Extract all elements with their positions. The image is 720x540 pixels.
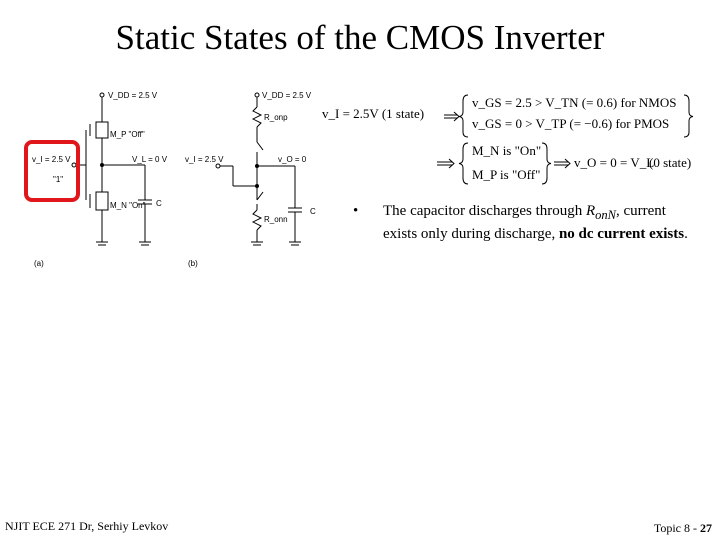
circuit-a-label: (a) xyxy=(34,259,44,268)
circuit-a-one-label: "1" xyxy=(53,175,64,184)
state-equations xyxy=(322,88,707,188)
footer-page-number: 27 xyxy=(700,521,712,535)
bullet-end: . xyxy=(684,226,688,242)
cmos-circuit-diagrams xyxy=(20,82,320,272)
eq-input-state: v_I = 2.5V (1 state) xyxy=(322,106,425,121)
circuit-a-vl-label: V_L = 0 V xyxy=(132,155,168,164)
bullet-ron: R xyxy=(585,203,596,219)
circuit-a-vdd-label: V_DD = 2.5 V xyxy=(108,91,158,100)
circuit-b-vdd-label: V_DD = 2.5 V xyxy=(262,91,312,100)
bullet-text-after: , current exists only during discharge, xyxy=(383,203,666,242)
slide-title: Static States of the CMOS Inverter xyxy=(115,18,605,57)
eq-pmos-vgs: v_GS = 0 > V_TP (= −0.6) for PMOS xyxy=(472,116,670,131)
footer-author: NJIT ECE 271 Dr, Serhiy Levkov xyxy=(5,519,169,533)
circuit-b-c-label: C xyxy=(310,207,316,216)
circuit-b-vi-label: v_I = 2.5 V xyxy=(185,155,224,164)
circuit-a-c-label: C xyxy=(156,199,162,208)
input-highlight-box xyxy=(26,142,78,200)
bullet-ron-sub: onN xyxy=(595,208,616,222)
eq-output-state: v_O = 0 = V_L xyxy=(574,155,655,170)
circuit-b-label: (b) xyxy=(188,259,198,268)
circuit-a-mn-label: M_N "On" xyxy=(110,201,146,210)
eq-nmos-vgs: v_GS = 2.5 > V_TN (= 0.6) for NMOS xyxy=(472,95,677,110)
bullet-marker: • xyxy=(353,203,359,219)
bullet-text xyxy=(383,202,703,244)
circuit-b-ronn-label: R_onn xyxy=(264,215,288,224)
eq-zero-state: (0 state) xyxy=(649,155,692,170)
footer-topic: Topic 8 - xyxy=(653,521,700,535)
eq-mp-off: M_P is "Off" xyxy=(472,167,541,182)
bullet-bold: no dc current exists xyxy=(558,226,685,242)
circuit-b-vo-label: v_O = 0 xyxy=(278,155,307,164)
circuit-b-ropp-label: R_onp xyxy=(264,113,288,122)
eq-mn-on: M_N is "On" xyxy=(472,143,542,158)
bullet-text-before: The capacitor discharges through xyxy=(383,203,586,219)
footer-page xyxy=(654,521,712,536)
circuit-a-vi-label: v_I = 2.5 V xyxy=(32,155,71,164)
circuit-a-mp-label: M_P "Off" xyxy=(110,130,145,139)
